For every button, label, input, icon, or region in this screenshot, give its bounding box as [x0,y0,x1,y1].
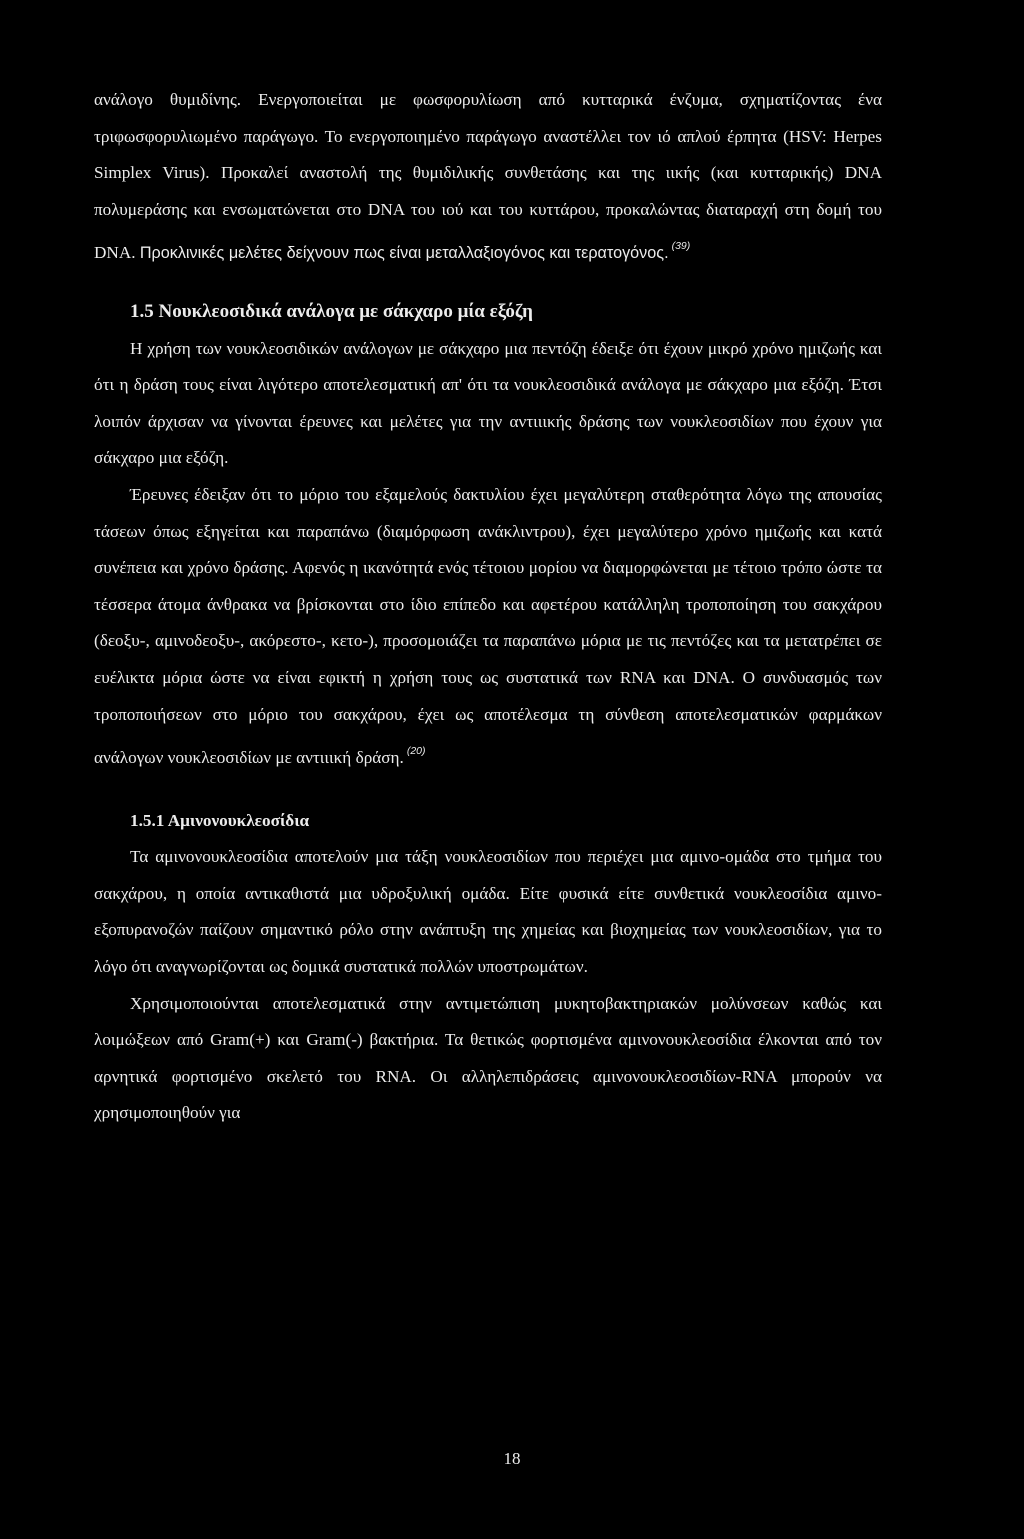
intro-text: ανάλογο θυμιδίνης. Ενεργοποιείται με φωσφορυλίωση από κυτταρικά ένζυμα, σχηματίζοντας ένα τριφωσφορυλιωμένο παράγωγο. Το ενεργοποιημένο παράγωγο αναστέλλει τον ιό απλού έρπητα (HSV: Herpes Simplex Virus). Προκαλεί αναστολή της θυμιδιλικής συνθετάσης και της ιικής (και κυτταρικής) DNA πολυμεράσης και ενσωματώνεται στο DNA του ιού και του κυττάρου, προκαλώντας διαταραχή στη δομή του DNA. [94,90,882,263]
intro-text-sans: Προκλινικές μελέτες δείχνουν πως είναι μεταλλαξιογόνος και τερατογόνος. [139,244,669,263]
section-1-5-1-paragraph-2: Χρησιμοποιούνται αποτελεσματικά στην αντιμετώπιση μυκητοβακτηριακών μολύνσεων καθώς και λοιμώξεων από Gram(+) και Gram(-) βακτήρια. Τα θετικώς φορτισμένα αμινονουκλεοσίδια έλκονται από τον αρνητικά φορτισμένο σκελετό του RNA. Οι αλληλεπιδράσεις αμινονουκλεοσιδίων-RNA μπορούν να χρησιμοποιηθούν για [94,993,882,1123]
intro-paragraph [94,82,882,272]
reference-39: (39) [671,240,691,253]
section-1-5-paragraph-2-text: Έρευνες έδειξαν ότι το μόριο του εξαμελούς δακτυλίου έχει μεγαλύτερη σταθερότητα λόγω της απουσίας τάσεων όπως εξηγείται και παραπάνω (διαμόρφωση ανάκλιντρου), έχει μεγαλύτερο χρόνο ημιζωής και κατά συνέπεια και χρόνο δράσης. Αφενός η ικανότητά ενός τέτοιου μορίου να διαμορφώνεται με τέτοιο τρόπο ώστε τα τέσσερα άτομα άνθρακα να βρίσκονται στο ίδιο επίπεδο και αφετέρου κατάλληλη τροποποίηση του σακχάρου (δεοξυ-, αμινοδεοξυ-, ακόρεστο-, κετο-), προσομοιάζει τα παραπάνω μόρια με τις πεντόζες και τα μετατρέπει σε ευέλικτα μόρια ώστε να είναι εφικτή η χρήση τους ως συστατικά των RNA και DNA. Ο συνδυασμός των τροποποιήσεων στο μόριο του σακχάρου, έχει ως αποτέλεσμα τη σύνθεση αποτελεσματικών φαρμάκων ανάλογων νουκλεοσιδίων με αντιιική δράση. [94,484,882,768]
section-heading-1-5-1: 1.5.1 Αμινονουκλεοσίδια [130,810,310,830]
section-1-5-paragraph-1: Η χρήση των νουκλεοσιδικών ανάλογων με σάκχαρο μια πεντόζη έδειξε ότι έχουν μικρό χρόνο ημιζωής και ότι η δράση τους είναι λιγότερο αποτελεσματική απ' ότι τα νουκλεοσιδικά ανάλογα με σάκχαρο μια εξόζη. Έτσι λοιπόν άρχισαν να γίνονται έρευνες και μελέτες για την αντιιικής δράσης των νουκλεοσιδίων που έχουν για σάκχαρο μια εξόζη. [94,338,882,468]
section-1-5-paragraph-2 [94,477,882,777]
page-number: 18 [503,1449,521,1468]
section-heading-1-5: 1.5 Νουκλεοσιδικά ανάλογα με σάκχαρο μία εξόζη [130,300,533,322]
document-page [94,82,882,1132]
section-1-5-1-paragraph-1: Τα αμινονουκλεοσίδια αποτελούν μια τάξη νουκλεοσιδίων που περιέχει μια αμινο-ομάδα στο τμήμα του σακχάρου, η οποία αντικαθιστά μια υδροξυλική ομάδα. Είτε φυσικά είτε συνθετικά νουκλεοσίδια αμινο-εξοπυρανοζών παίζουν σημαντικό ρόλο στην ανάπτυξη της χημείας και βιοχημείας των νουκλεοσιδίων, για το λόγο ότι αναγνωρίζονται ως δομικά συστατικά πολλών υποστρωμάτων. [94,847,882,977]
reference-20: (20) [406,745,426,758]
